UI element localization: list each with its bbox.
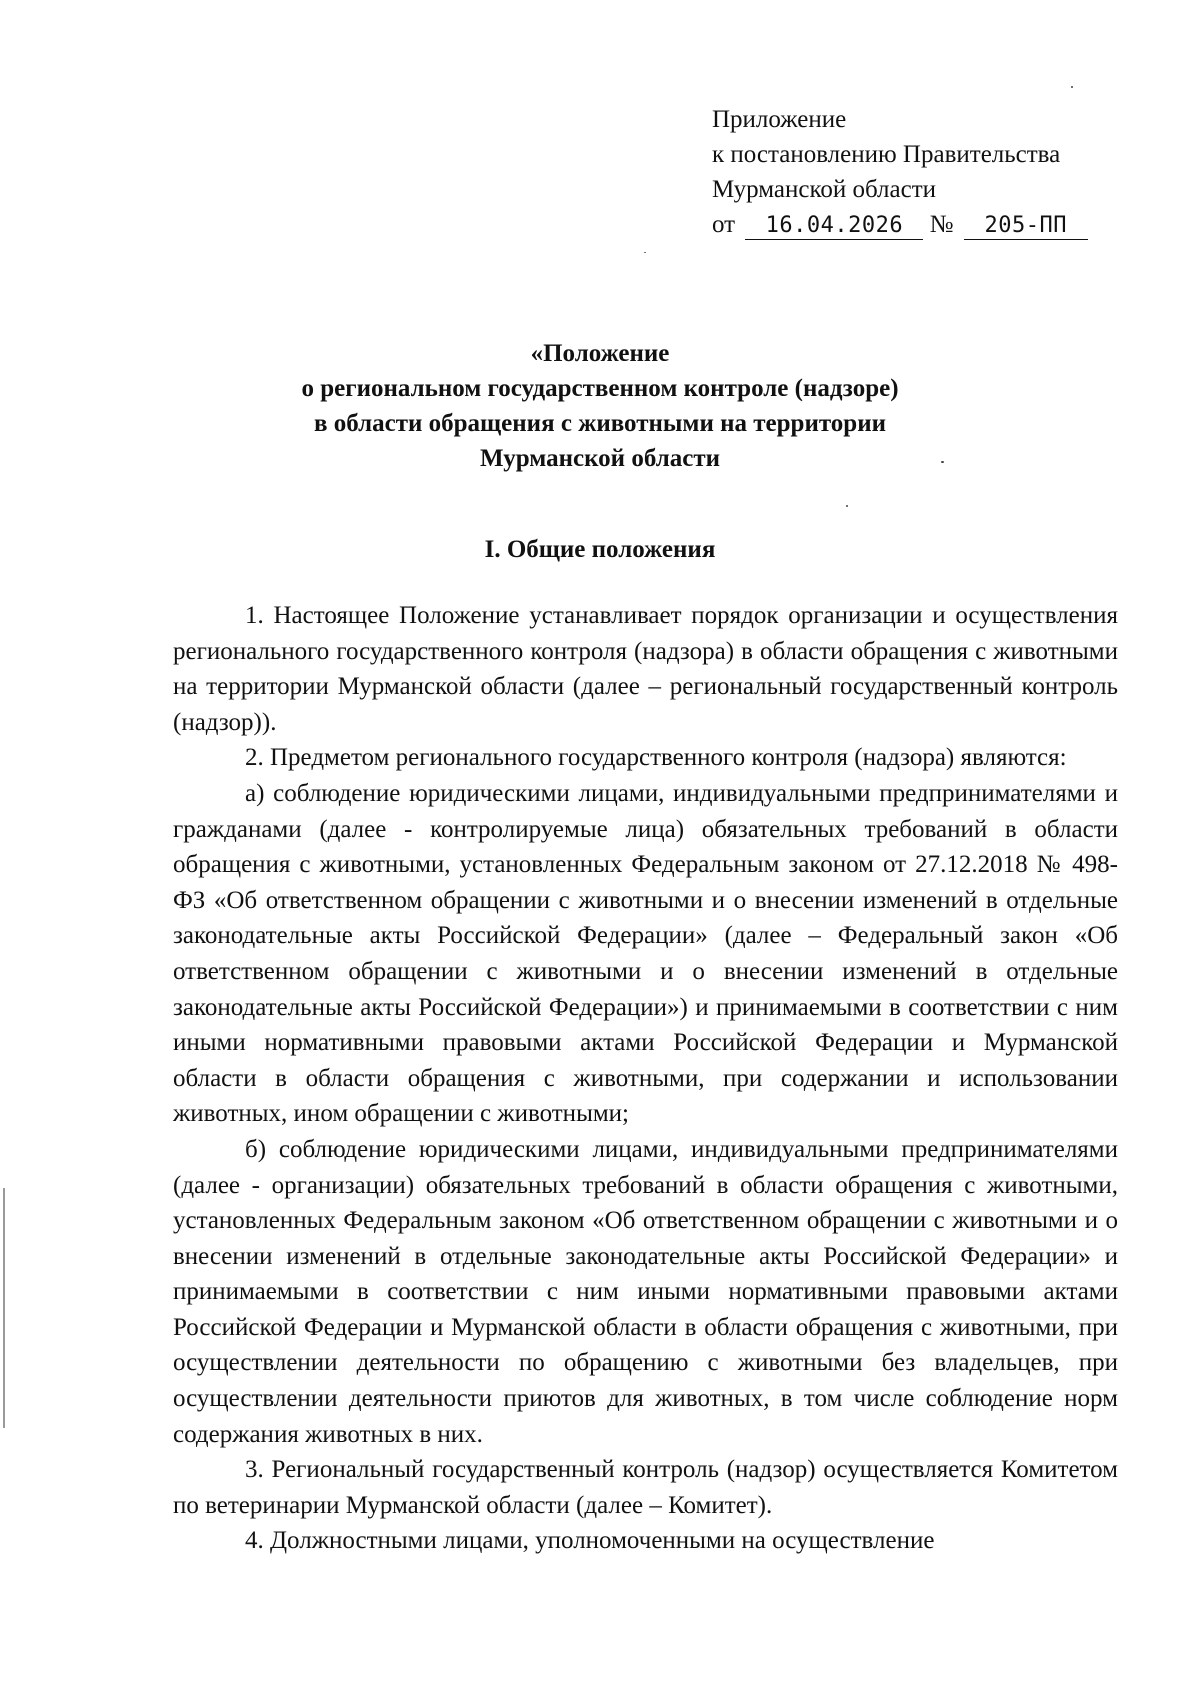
annex-reference: к постановлению Правительства xyxy=(712,141,1061,168)
paragraph-3: 3. Региональный государственный контроль (надзор) осуществляется Комитетом по ветеринарии Мурманской области (далее – Комитет). xyxy=(173,1456,1118,1519)
annex-date-number-line xyxy=(712,207,1152,242)
scan-speck xyxy=(846,505,848,507)
annex-header xyxy=(712,102,1152,242)
resolution-number: 205-ПП xyxy=(964,213,1088,240)
paragraph-2b: б) соблюдение юридическими лицами, индивидуальными предпринимателями (далее - организации) обязательных требований в области обращения с животными, установленных Федеральным законом «Об ответственном обращении с животными и о внесении изменений в отдельные законодательные акты Российской Федерации» и принимаемыми в соответствии с ним иными нормативными правовыми актами Российской Федерации и Мурманской области в области обращения с животными, при осуществлении деятельности по обращению с животными без владельцев, при осуществлении деятельности приютов для животных, в том числе соблюдение норм содержания животных в них. xyxy=(173,1135,1118,1448)
resolution-date: 16.04.2026 xyxy=(745,213,923,240)
document-body xyxy=(173,598,1118,1559)
title-line-3: в области обращения с животными на территории xyxy=(313,410,887,437)
title-line-1: «Положение xyxy=(530,340,670,367)
date-prefix: от xyxy=(712,211,736,238)
title-line-4: Мурманской области xyxy=(479,445,721,472)
scan-edge-mark xyxy=(3,1188,5,1428)
paragraph-2: 2. Предметом регионального государственного контроля (надзора) являются: xyxy=(245,744,1067,772)
annex-title: Приложение xyxy=(712,106,847,133)
paragraph-2a: а) соблюдение юридическими лицами, индивидуальными предпринимателями и гражданами (далее - контролируемые лица) обязательных требований в области обращения с животными, установленных Федеральным законом от 27.12.2018 № 498-ФЗ «Об ответственном обращении с животными и о внесении изменений в отдельные законодательные акты Российской Федерации» (далее – Федеральный закон «Об ответственном обращении с животными и о внесении изменений в отдельные законодательные акты Российской Федерации») и принимаемыми в соответствии с ним иными нормативными правовыми актами Российской Федерации и Мурманской области в области обращения с животными, при содержании и использовании животных, ином обращении с животными; xyxy=(173,779,1118,1128)
number-sign: № xyxy=(929,211,954,238)
document-title xyxy=(240,336,960,476)
title-line-2: о региональном государственном контроле (надзоре) xyxy=(301,375,899,402)
scan-speck xyxy=(1071,86,1073,88)
paragraph-4: 4. Должностными лицами, уполномоченными на осуществление xyxy=(245,1527,935,1555)
annex-region: Мурманской области xyxy=(712,176,937,203)
section-heading: I. Общие положения xyxy=(484,536,716,563)
paragraph-1: 1. Настоящее Положение устанавливает порядок организации и осуществления регионального государственного контроля (надзора) в области обращения с животными на территории Мурманской области (далее – региональный государственный контроль (надзор)). xyxy=(173,602,1118,736)
scan-speck xyxy=(941,461,944,463)
scan-speck xyxy=(644,252,646,253)
